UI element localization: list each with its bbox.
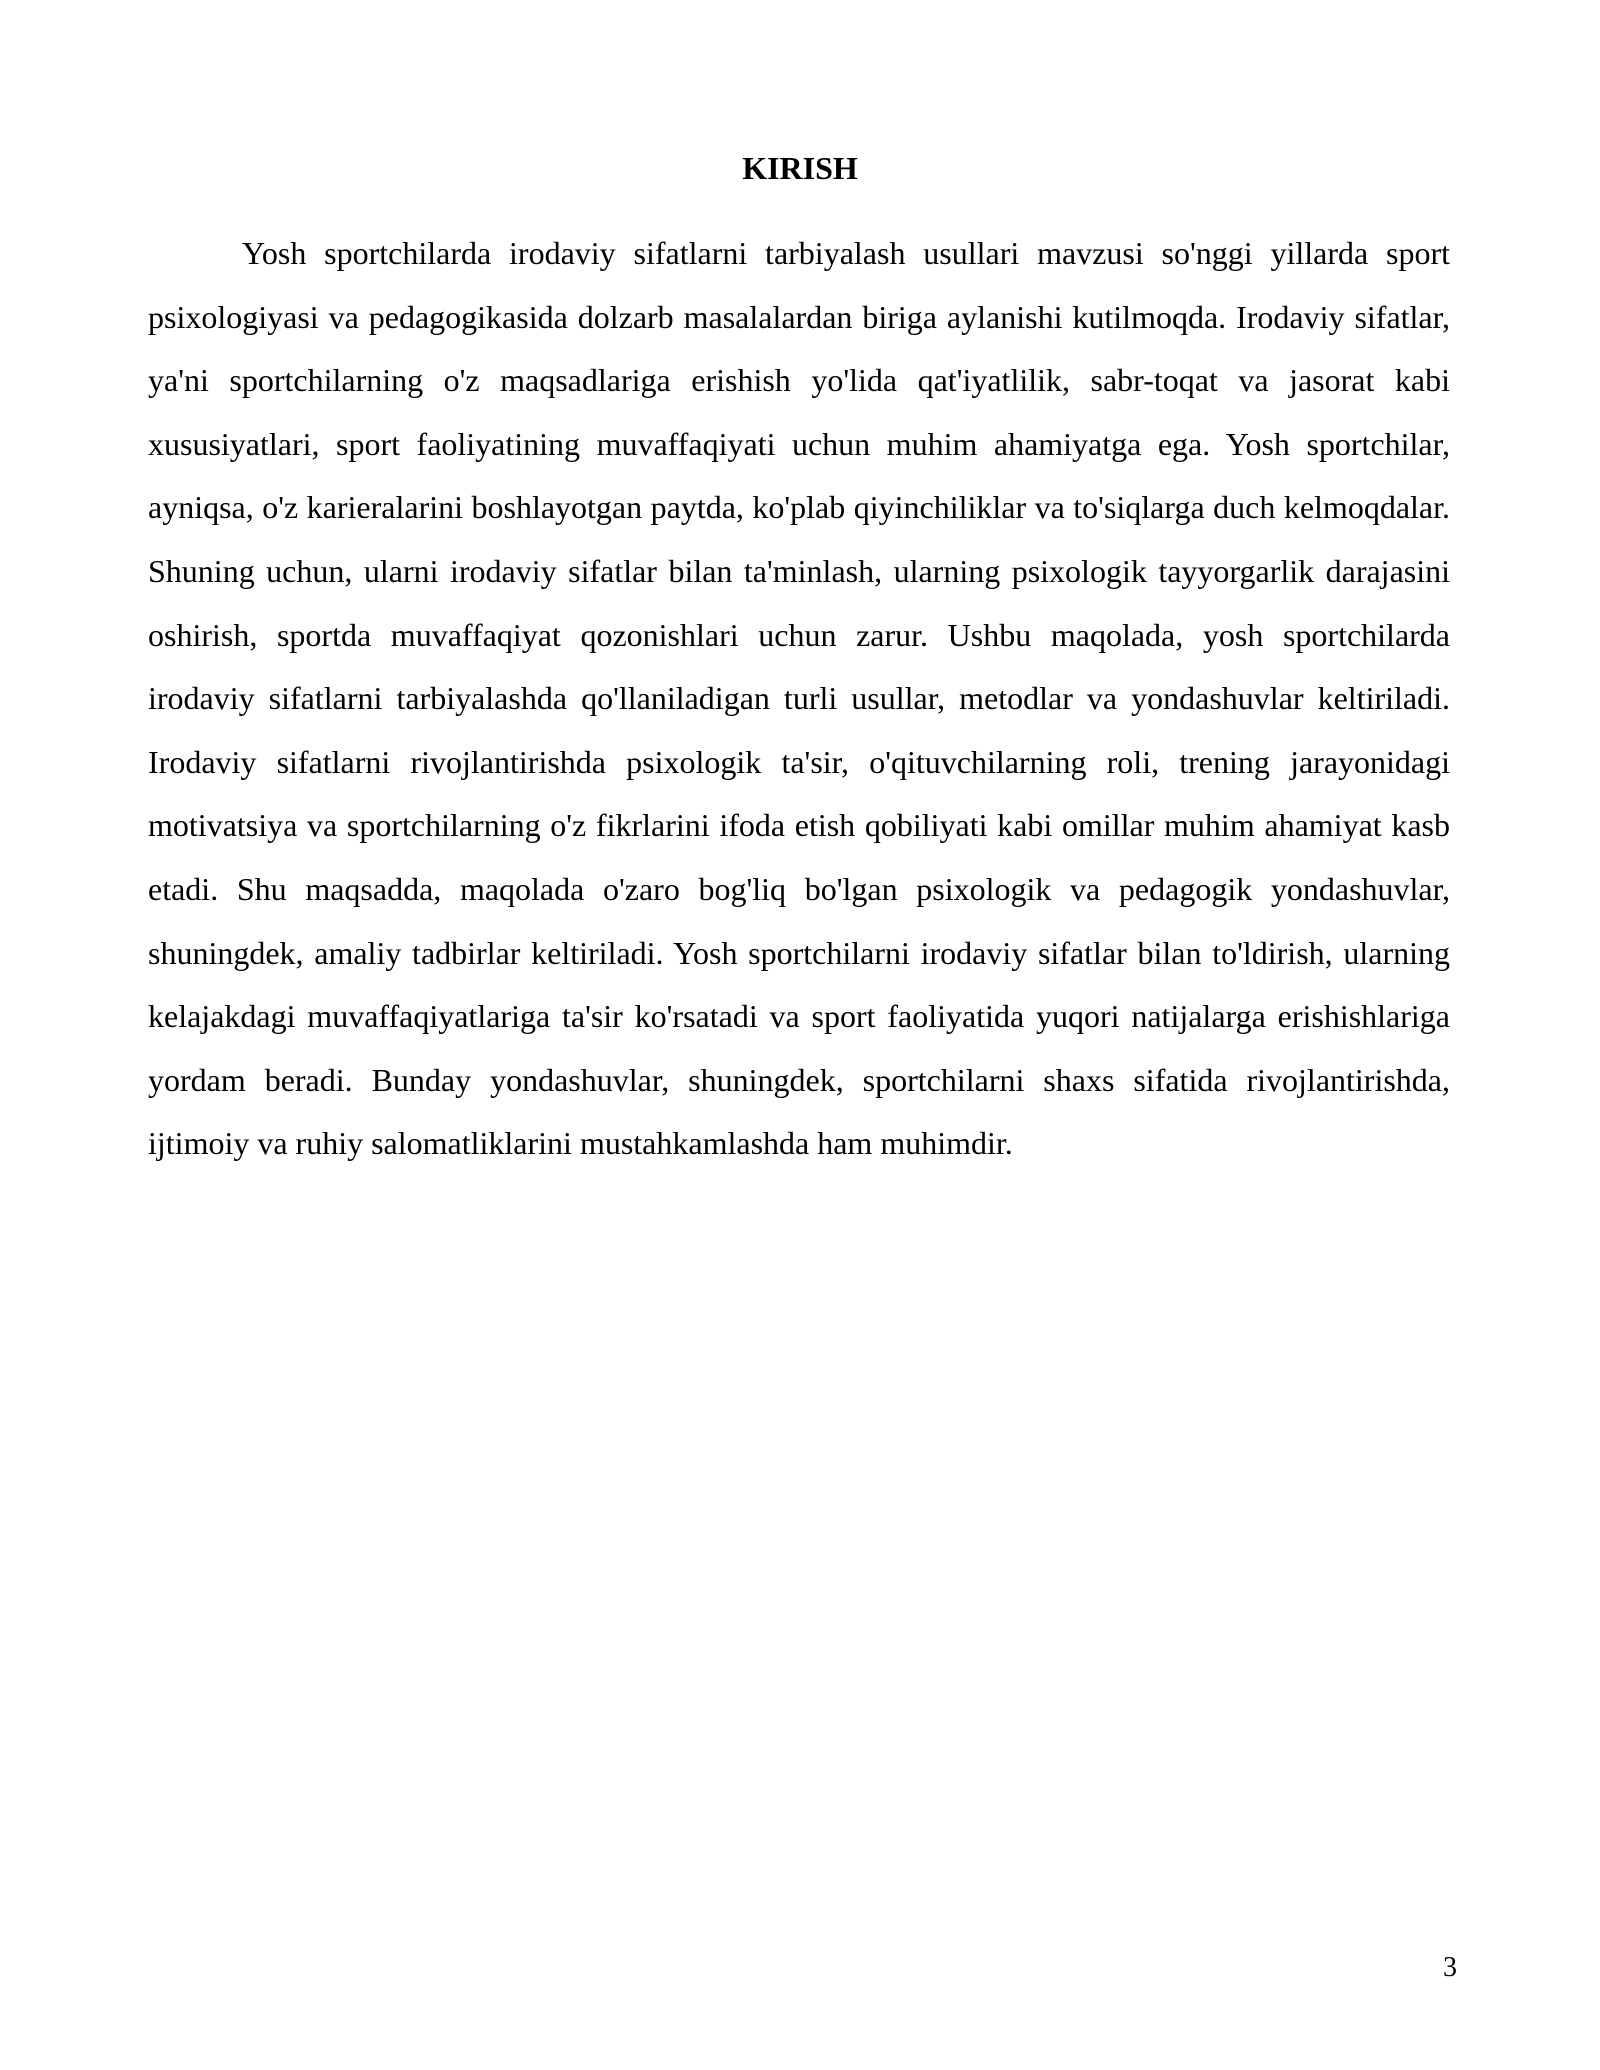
page-number: 3 bbox=[1443, 1952, 1457, 1983]
section-heading: KIRISH bbox=[742, 150, 858, 186]
body-paragraph: Yosh sportchilarda irodaviy sifatlarni tarbiyalash usullari mavzusi so'nggi yillarda sport psixologiyasi va pedagogikasida dolzarb masalalardan biriga aylanishi kutilmoqda. Irodaviy sifatlar, ya'ni sportchilarning o'z maqsadlariga erishish yo'lida qat'iyatlilik, sabr-toqat va jasorat kabi xususiyatlari, sport faoliyatining muvaffaqiyati uchun muhim ahamiyatga ega. Yosh sportchilar, ayniqsa, o'z karieralarini boshlayotgan paytda, ko'plab qiyinchiliklar va to'siqlarga duch kelmoqdalar. Shuning uchun, ularni irodaviy sifatlar bilan ta'minlash, ularning psixologik tayyorgarlik darajasini oshirish, sportda muvaffaqiyat qozonishlari uchun zarur. Ushbu maqolada, yosh sportchilarda irodaviy sifatlarni tarbiyalashda qo'llaniladigan turli usullar, metodlar va yondashuvlar keltiriladi. Irodaviy sifatlarni rivojlantirishda psixologik ta'sir, o'qituvchilarning roli, trening jarayonidagi motivatsiya va sportchilarning o'z fikrlarini ifoda etish qobiliyati kabi omillar muhim ahamiyat kasb etadi. Shu maqsadda, maqolada o'zaro bog'liq bo'lgan psixologik va pedagogik yondashuvlar, shuningdek, amaliy tadbirlar keltiriladi. Yosh sportchilarni irodaviy sifatlar bilan to'ldirish, ularning kelajakdagi muvaffaqiyatlariga ta'sir ko'rsatadi va sport faoliyatida yuqori natijalarga erishishlariga yordam beradi. Bunday yondashuvlar, shuningdek, sportchilarni shaxs sifatida rivojlantirishda, ijtimoiy va ruhiy salomatliklarini mustahkamlashda ham muhimdir. bbox=[148, 235, 1450, 1162]
